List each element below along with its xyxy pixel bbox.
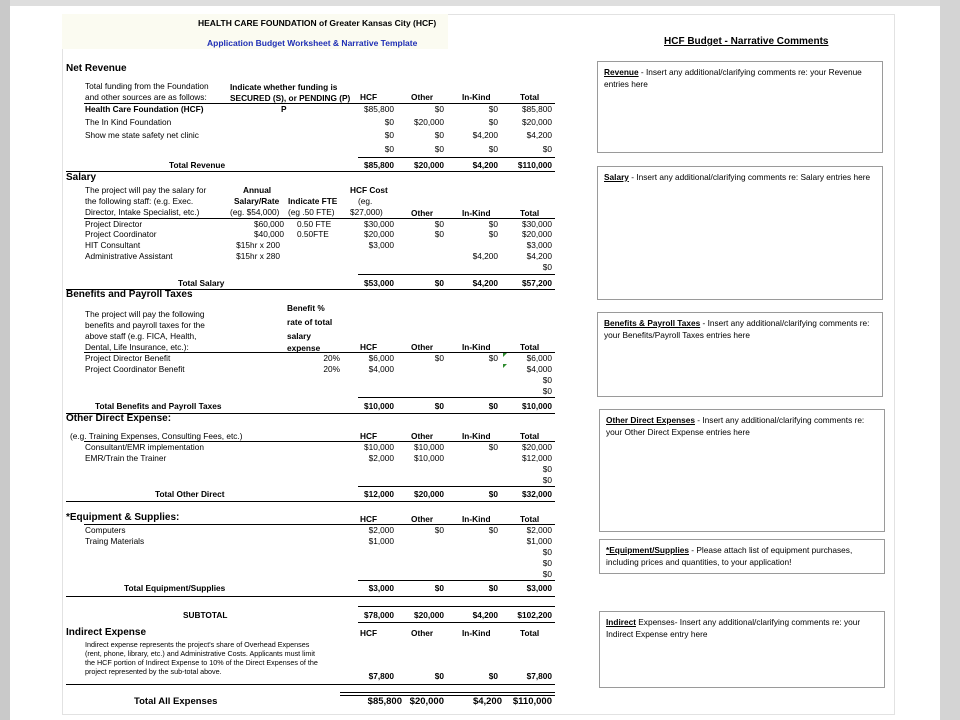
equip-cell: $0 (542, 558, 552, 568)
col-total: Total (520, 431, 540, 441)
benefits-desc: above staff (e.g. FICA, Health, (85, 331, 197, 341)
odc-cell: $10,000 (414, 442, 444, 452)
col-hcf: HCF (360, 514, 378, 524)
revenue-cell: $0 (384, 130, 394, 140)
benefit-pct-header: rate of total (287, 317, 333, 327)
grand-total-label: Total All Expenses (134, 696, 218, 707)
revenue-cell: $0 (384, 144, 394, 154)
salary-comment-box[interactable] (597, 166, 883, 300)
equip-row-label: Traing Materials (85, 536, 145, 546)
indirect-cell: $0 (488, 671, 498, 681)
total-salary-cell: $0 (434, 278, 444, 288)
col-inkind: In-Kind (462, 628, 491, 638)
col-hcf: HCF (360, 342, 378, 352)
salary-cell: $20,000 (364, 229, 394, 239)
revenue-cell: $85,800 (364, 104, 394, 114)
total-salary-label: Total Salary (178, 278, 225, 288)
revenue-cell: $20,000 (414, 117, 444, 127)
total-benefits-cell: $0 (488, 401, 498, 411)
revenue-row-label: The In Kind Foundation (85, 117, 172, 127)
benefits-comment-box[interactable] (597, 312, 883, 397)
revenue-desc: and other sources are as follows: (85, 92, 207, 102)
salary-cell: $30,000 (364, 219, 394, 229)
fte-header: Indicate FTE (288, 196, 338, 206)
subtotal-cell: $4,200 (472, 610, 498, 620)
funding-status-header: SECURED (S), or PENDING (P) (230, 93, 351, 103)
total-equip-cell: $3,000 (526, 583, 552, 593)
annual-salary-header: Salary/Rate (234, 196, 280, 206)
comment-text: - Insert any additional/clarifying comments re: Salary entries here (628, 172, 871, 182)
benefits-cell: $0 (542, 375, 552, 385)
comment-text: - Please attach list of equipment purchases, including prices and quantities, to your application! (606, 545, 853, 567)
salary-cell: $3,000 (368, 240, 394, 250)
odc-cell: $0 (542, 475, 552, 485)
equip-cell: $0 (542, 547, 552, 557)
org-title: HEALTH CARE FOUNDATION of Greater Kansas City (HCF) (198, 18, 437, 28)
benefits-cell: $0 (488, 353, 498, 363)
equip-section-title: *Equipment & Supplies: (66, 512, 180, 523)
equip-cell: $0 (542, 569, 552, 579)
col-total: Total (520, 208, 540, 218)
salary-cell: $60,000 (254, 219, 284, 229)
benefit-pct-header: salary (287, 331, 311, 341)
total-salary-cell: $4,200 (472, 278, 498, 288)
subtotal-label: SUBTOTAL (183, 610, 228, 620)
revenue-cell: $0 (488, 117, 498, 127)
salary-cell: $0 (488, 219, 498, 229)
revenue-cell: $0 (384, 117, 394, 127)
salary-desc: the following staff: (e.g. Exec. (85, 196, 194, 206)
revenue-row-label: Health Care Foundation (HCF) (85, 104, 204, 114)
benefit-pct-header: expense (287, 343, 321, 353)
benefits-cell: 20% (323, 364, 340, 374)
benefits-cell: $0 (542, 386, 552, 396)
revenue-cell: $0 (542, 144, 552, 154)
total-line (358, 157, 555, 158)
col-hcf: HCF (360, 628, 378, 638)
benefits-cell: 20% (323, 353, 340, 363)
salary-cell: $0 (434, 229, 444, 239)
revenue-cell: $0 (488, 104, 498, 114)
total-equip-cell: $3,000 (368, 583, 394, 593)
total-benefits-label: Total Benefits and Payroll Taxes (95, 401, 222, 411)
comment-heading: Indirect (606, 617, 636, 627)
col-inkind: In-Kind (462, 92, 491, 102)
revenue-cell: $4,200 (472, 130, 498, 140)
salary-cell: $40,000 (254, 229, 284, 239)
section-divider (66, 684, 555, 685)
total-line (358, 397, 555, 398)
odc-cell: $2,000 (368, 453, 394, 463)
revenue-cell: $0 (434, 130, 444, 140)
indirect-cell: $7,800 (526, 671, 552, 681)
total-odc-cell: $20,000 (414, 489, 444, 499)
subtotal-cell: $78,000 (364, 610, 394, 620)
benefits-cell: $6,000 (526, 353, 552, 363)
benefits-desc: The project will pay the following (85, 309, 205, 319)
benefits-desc: Dental, Life Insurance, etc.): (85, 342, 189, 352)
col-total: Total (520, 628, 540, 638)
total-equip-label: Total Equipment/Supplies (124, 583, 226, 593)
col-other: Other (411, 92, 434, 102)
equip-cell: $2,000 (368, 525, 394, 535)
indirect-cell: $0 (434, 671, 444, 681)
salary-cell: $15hr x 200 (236, 240, 280, 250)
col-other: Other (411, 514, 434, 524)
benefits-cell: $6,000 (368, 353, 394, 363)
comment-text: - Insert any additional/clarifying comments re: your Benefits/Payroll Taxes entries here (604, 318, 870, 340)
section-divider (66, 596, 555, 597)
benefits-cell: $4,000 (368, 364, 394, 374)
col-total: Total (520, 514, 540, 524)
slide-frame-right (940, 0, 960, 720)
salary-row-label: HIT Consultant (85, 240, 141, 250)
total-salary-cell: $57,200 (522, 278, 552, 288)
total-equip-cell: $0 (488, 583, 498, 593)
total-benefits-cell: $0 (434, 401, 444, 411)
benefit-pct-header: Benefit % (287, 303, 325, 313)
salary-cell: 0.50FTE (297, 229, 329, 239)
revenue-section-title: Net Revenue (66, 63, 127, 74)
odc-cell: $0 (542, 464, 552, 474)
revenue-row-label: Show me state safety net clinic (85, 130, 199, 140)
total-line (358, 606, 555, 607)
grand-total-cell: $20,000 (409, 696, 444, 707)
subtotal-cell: $102,200 (517, 610, 552, 620)
hcf-cost-header: $27,000) (350, 207, 383, 217)
revenue-cell: $0 (434, 144, 444, 154)
total-revenue-cell: $20,000 (414, 160, 444, 170)
salary-row-label: Project Coordinator (85, 229, 157, 239)
comment-text: - Insert any additional/clarifying comments re: your Other Direct Expense entries here (606, 415, 865, 437)
odc-row-label: Consultant/EMR implementation (85, 442, 204, 452)
odc-row-label: EMR/Train the Trainer (85, 453, 167, 463)
salary-cell: 0.50 FTE (297, 219, 332, 229)
benefits-cell: $0 (434, 353, 444, 363)
total-odc-label: Total Other Direct (155, 489, 225, 499)
col-inkind: In-Kind (462, 514, 491, 524)
comment-heading: Revenue (604, 67, 639, 77)
revenue-cell: $85,800 (522, 104, 552, 114)
revenue-cell: $20,000 (522, 117, 552, 127)
revenue-row-status: P (281, 104, 287, 114)
total-line (358, 622, 555, 623)
equip-cell: $0 (488, 525, 498, 535)
equip-cell: $1,000 (368, 536, 394, 546)
odc-cell: $12,000 (522, 453, 552, 463)
equip-cell: $1,000 (526, 536, 552, 546)
col-other: Other (411, 628, 434, 638)
slide-frame-top (10, 0, 960, 6)
indirect-desc: Indirect expense represents the project's share of Overhead Expenses (85, 640, 310, 649)
equip-cell: $0 (434, 525, 444, 535)
salary-desc: The project will pay the salary for (85, 185, 207, 195)
odc-desc: (e.g. Training Expenses, Consulting Fees, etc.) (70, 431, 243, 441)
comment-heading: Benefits & Payroll Taxes (604, 318, 701, 328)
cell-comment-flag-icon (503, 364, 507, 368)
revenue-comment-box[interactable] (597, 61, 883, 153)
grand-total-cell: $4,200 (472, 696, 502, 707)
indirect-comment-box[interactable] (599, 611, 885, 688)
worksheet-subtitle: Application Budget Worksheet & Narrative Template (207, 38, 418, 48)
salary-cell: $0 (488, 229, 498, 239)
salary-section-title: Salary (66, 172, 97, 183)
annual-salary-header: (eg. $54,000) (230, 207, 280, 217)
salary-cell: $15hr x 280 (236, 251, 280, 261)
total-revenue-cell: $4,200 (472, 160, 498, 170)
col-other: Other (411, 208, 434, 218)
cell-comment-flag-icon (503, 353, 507, 357)
col-inkind: In-Kind (462, 431, 491, 441)
odc-section-title: Other Direct Expense: (66, 413, 172, 424)
grand-total-cell: $85,800 (367, 696, 402, 707)
comment-heading: Other Direct Expenses (606, 415, 695, 425)
col-hcf: HCF (360, 92, 378, 102)
salary-cell: $4,200 (526, 251, 552, 261)
total-odc-cell: $12,000 (364, 489, 394, 499)
salary-cell: $0 (434, 219, 444, 229)
total-benefits-cell: $10,000 (364, 401, 394, 411)
section-divider (66, 501, 555, 502)
benefits-row-label: Project Director Benefit (85, 353, 171, 363)
total-salary-cell: $53,000 (364, 278, 394, 288)
salary-cell: $30,000 (522, 219, 552, 229)
indirect-section-title: Indirect Expense (66, 627, 147, 638)
comment-heading: Salary (604, 172, 629, 182)
indirect-cell: $7,800 (368, 671, 394, 681)
comment-text: - Insert any additional/clarifying comments re: your Revenue entries here (604, 67, 862, 89)
total-benefits-cell: $10,000 (522, 401, 552, 411)
indirect-desc: the HCF portion of Indirect Expense to 10% of the Direct Expenses of the (85, 658, 318, 667)
revenue-desc: Total funding from the Foundation (85, 81, 209, 91)
odc-cell: $20,000 (522, 442, 552, 452)
total-equip-cell: $0 (434, 583, 444, 593)
total-odc-cell: $32,000 (522, 489, 552, 499)
odc-comment-box[interactable] (599, 409, 885, 532)
benefits-row-label: Project Coordinator Benefit (85, 364, 185, 374)
salary-cell: $4,200 (472, 251, 498, 261)
salary-row-label: Administrative Assistant (85, 251, 173, 261)
total-revenue-label: Total Revenue (169, 160, 226, 170)
col-other: Other (411, 342, 434, 352)
indirect-desc: (rent, phone, library, etc.) and Administrative Costs. Applicants must limit (85, 649, 315, 658)
equip-cell: $2,000 (526, 525, 552, 535)
salary-row-label: Project Director (85, 219, 143, 229)
total-revenue-cell: $85,800 (364, 160, 394, 170)
total-revenue-cell: $110,000 (517, 160, 552, 170)
total-odc-cell: $0 (488, 489, 498, 499)
revenue-cell: $0 (488, 144, 498, 154)
col-total: Total (520, 342, 540, 352)
salary-desc: Director, Intake Specialist, etc.) (85, 207, 200, 217)
salary-cell: $3,000 (526, 240, 552, 250)
total-line (358, 486, 555, 487)
odc-cell: $10,000 (364, 442, 394, 452)
benefits-desc: benefits and payroll taxes for the (85, 320, 205, 330)
equip-row-label: Computers (85, 525, 126, 535)
hcf-cost-header: (eg. (358, 196, 373, 206)
col-inkind: In-Kind (462, 208, 491, 218)
revenue-cell: $0 (434, 104, 444, 114)
odc-cell: $0 (488, 442, 498, 452)
total-line (358, 580, 555, 581)
total-line (358, 274, 555, 275)
subtotal-cell: $20,000 (414, 610, 444, 620)
odc-cell: $10,000 (414, 453, 444, 463)
comment-heading: *Equipment/Supplies (606, 545, 689, 555)
funding-status-header: Indicate whether funding is (230, 82, 338, 92)
equipment-comment-box[interactable] (599, 539, 885, 574)
benefits-cell: $4,000 (526, 364, 552, 374)
col-total: Total (520, 92, 540, 102)
grand-total-cell: $110,000 (512, 696, 552, 707)
revenue-cell: $4,200 (526, 130, 552, 140)
salary-cell: $0 (542, 262, 552, 272)
section-divider (66, 171, 555, 172)
benefits-section-title: Benefits and Payroll Taxes (66, 289, 193, 300)
salary-cell: $20,000 (522, 229, 552, 239)
hcf-cost-header: HCF Cost (350, 185, 388, 195)
col-other: Other (411, 431, 434, 441)
indirect-desc: project represented by the sub-total above. (85, 667, 222, 676)
slide-frame-left (0, 0, 10, 720)
col-inkind: In-Kind (462, 342, 491, 352)
annual-salary-header: Annual (243, 185, 272, 195)
col-hcf: HCF (360, 431, 378, 441)
narrative-title: HCF Budget - Narrative Comments (664, 36, 829, 47)
comment-text: Expenses- Insert any additional/clarifying comments re: your Indirect Expense entry here (606, 617, 861, 639)
fte-header: (eg .50 FTE) (288, 207, 335, 217)
